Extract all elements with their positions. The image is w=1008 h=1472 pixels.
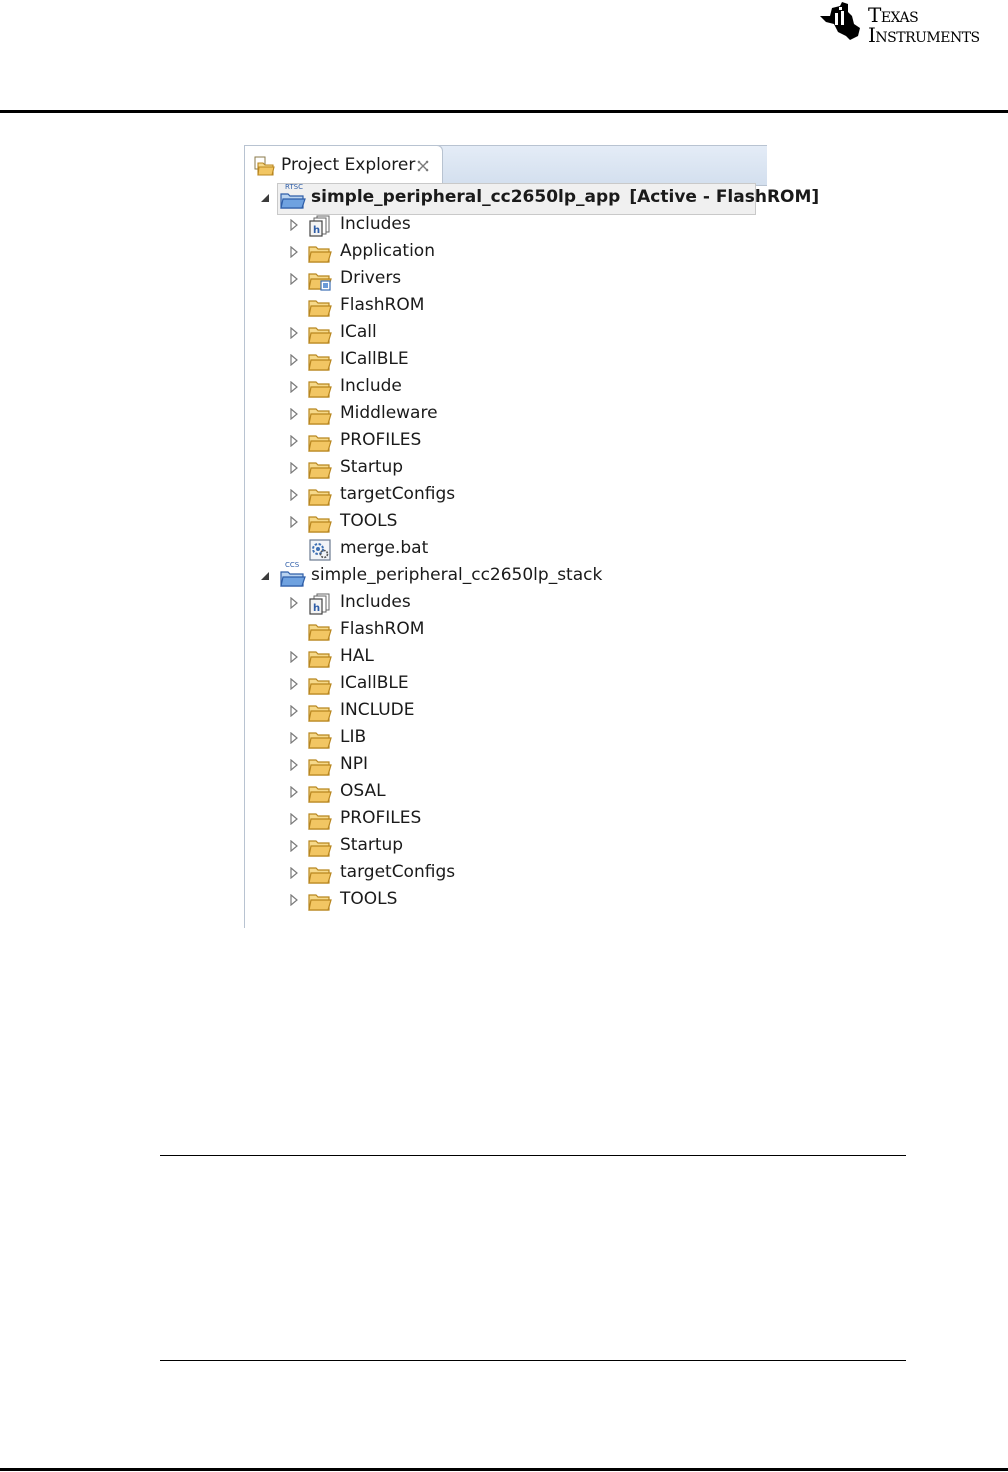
project-folder-icon <box>280 566 306 588</box>
expand-arrow-icon[interactable] <box>288 867 300 879</box>
tree-item-label: Startup <box>340 457 404 477</box>
tree-item-label: ICallBLE <box>340 673 409 693</box>
tree-item-label: FlashROM <box>340 619 425 639</box>
folder-icon <box>308 242 332 264</box>
project-status: [Active - FlashROM] <box>629 187 820 207</box>
tree-item-targetconfigs[interactable] <box>245 860 767 887</box>
project-badge: CCS <box>285 561 300 569</box>
expand-arrow-icon[interactable] <box>288 840 300 852</box>
project-explorer-icon <box>253 156 275 176</box>
folder-icon <box>308 863 332 885</box>
folder-icon <box>308 431 332 453</box>
expand-arrow-icon[interactable] <box>288 327 300 339</box>
tree-item-drivers[interactable] <box>245 266 767 293</box>
expand-arrow-icon[interactable] <box>288 813 300 825</box>
expand-arrow-icon[interactable] <box>288 273 300 285</box>
project-name: simple_peripheral_cc2650lp_stack <box>311 565 603 585</box>
expand-arrow-icon[interactable] <box>288 597 300 609</box>
collapse-arrow-icon[interactable] <box>259 570 271 582</box>
tree-item-targetconfigs[interactable] <box>245 482 767 509</box>
linked-folder-icon <box>308 269 332 291</box>
folder-icon <box>308 728 332 750</box>
includes-icon <box>308 215 332 237</box>
project-label <box>311 564 602 586</box>
folder-icon <box>308 485 332 507</box>
tree-item-label: LIB <box>340 727 367 747</box>
tree-item-label: targetConfigs <box>340 484 456 504</box>
tree-item-label: TOOLS <box>340 889 398 909</box>
header-rule <box>0 110 1008 113</box>
folder-icon <box>308 458 332 480</box>
project-badge: RTSC <box>285 183 303 191</box>
tree-item-label: Includes <box>340 214 411 234</box>
tree-item-startup[interactable] <box>245 833 767 860</box>
tree-item-includes[interactable] <box>245 212 767 239</box>
tree-item-osal[interactable] <box>245 779 767 806</box>
tree-item-profiles[interactable] <box>245 806 767 833</box>
texas-state-logo-icon <box>818 2 864 42</box>
tab-bar <box>245 145 767 186</box>
expand-arrow-icon[interactable] <box>288 759 300 771</box>
tree-item-label: Middleware <box>340 403 438 423</box>
expand-arrow-icon[interactable] <box>288 732 300 744</box>
ti-wordmark <box>868 5 980 45</box>
folder-icon <box>308 323 332 345</box>
tree-item-label: Application <box>340 241 435 261</box>
tree-item-label: OSAL <box>340 781 386 801</box>
expand-arrow-icon[interactable] <box>288 354 300 366</box>
tree-item-label: HAL <box>340 646 374 666</box>
tree-item-application[interactable] <box>245 239 767 266</box>
tree-item-label: targetConfigs <box>340 862 456 882</box>
collapse-arrow-icon[interactable] <box>259 192 271 204</box>
footer-rule <box>0 1468 1008 1471</box>
tab-project-explorer[interactable] <box>245 145 443 186</box>
expand-arrow-icon[interactable] <box>288 786 300 798</box>
tab-label: Project Explorer <box>281 155 416 175</box>
tree-item-label: Include <box>340 376 402 396</box>
tree-item-flashrom[interactable] <box>245 617 767 644</box>
project-name: simple_peripheral_cc2650lp_app <box>311 187 621 207</box>
close-icon[interactable] <box>416 159 430 173</box>
expand-arrow-icon[interactable] <box>288 705 300 717</box>
folder-icon <box>308 647 332 669</box>
tree-item-label: FlashROM <box>340 295 425 315</box>
tree-item-label: PROFILES <box>340 430 422 450</box>
expand-arrow-icon[interactable] <box>288 651 300 663</box>
expand-arrow-icon[interactable] <box>288 435 300 447</box>
folder-icon <box>308 404 332 426</box>
folder-icon <box>308 377 332 399</box>
tree-item-middleware[interactable] <box>245 401 767 428</box>
batch-file-icon <box>308 539 332 561</box>
tree-item-tools[interactable] <box>245 509 767 536</box>
tree-item-label: ICallBLE <box>340 349 409 369</box>
project-label <box>311 186 819 208</box>
tree-item-npi[interactable] <box>245 752 767 779</box>
folder-icon <box>308 674 332 696</box>
expand-arrow-icon[interactable] <box>288 462 300 474</box>
expand-arrow-icon[interactable] <box>288 408 300 420</box>
folder-icon <box>308 890 332 912</box>
brand-line2: Instruments <box>868 23 980 47</box>
tree-item-merge-bat[interactable] <box>245 536 767 563</box>
expand-arrow-icon[interactable] <box>288 678 300 690</box>
expand-arrow-icon[interactable] <box>288 489 300 501</box>
expand-arrow-icon[interactable] <box>288 516 300 528</box>
folder-icon <box>308 296 332 318</box>
tree-item-label: NPI <box>340 754 368 774</box>
tree-item-startup[interactable] <box>245 455 767 482</box>
tree-item-label: TOOLS <box>340 511 398 531</box>
tree-item-include[interactable] <box>245 374 767 401</box>
project-explorer-panel <box>244 145 820 928</box>
brand-line1: Texas <box>868 3 919 27</box>
folder-icon <box>308 755 332 777</box>
folder-icon <box>308 512 332 534</box>
note-rule-top <box>160 1155 906 1156</box>
project-row-app_project[interactable] <box>245 183 820 212</box>
tree-item-lib[interactable] <box>245 725 767 752</box>
tree-item-label: merge.bat <box>340 538 429 558</box>
tree-item-icallble[interactable] <box>245 347 767 374</box>
tree-item-label: ICall <box>340 322 377 342</box>
tree-item-hal[interactable] <box>245 644 767 671</box>
expand-arrow-icon[interactable] <box>288 381 300 393</box>
includes-icon <box>308 593 332 615</box>
folder-icon <box>308 809 332 831</box>
tree-item-flashrom[interactable] <box>245 293 767 320</box>
expand-arrow-icon[interactable] <box>288 894 300 906</box>
tree-item-include[interactable] <box>245 698 767 725</box>
tree-item-label: Includes <box>340 592 411 612</box>
folder-icon <box>308 782 332 804</box>
folder-icon <box>308 620 332 642</box>
expand-arrow-icon[interactable] <box>288 219 300 231</box>
tree-item-tools[interactable] <box>245 887 767 914</box>
folder-icon <box>308 350 332 372</box>
tree-item-label: Startup <box>340 835 404 855</box>
project-folder-icon <box>280 188 306 210</box>
tree-item-includes[interactable] <box>245 590 767 617</box>
tree-item-label: PROFILES <box>340 808 422 828</box>
note-rule-bottom <box>160 1360 906 1361</box>
tree-item-label: INCLUDE <box>340 700 415 720</box>
tree-item-profiles[interactable] <box>245 428 767 455</box>
folder-icon <box>308 701 332 723</box>
tree-item-icall[interactable] <box>245 320 767 347</box>
folder-icon <box>308 836 332 858</box>
expand-arrow-icon[interactable] <box>288 246 300 258</box>
tree-item-icallble[interactable] <box>245 671 767 698</box>
project-row-stack_project[interactable] <box>245 563 767 590</box>
ti-logo <box>818 0 1008 48</box>
tree-item-label: Drivers <box>340 268 402 288</box>
